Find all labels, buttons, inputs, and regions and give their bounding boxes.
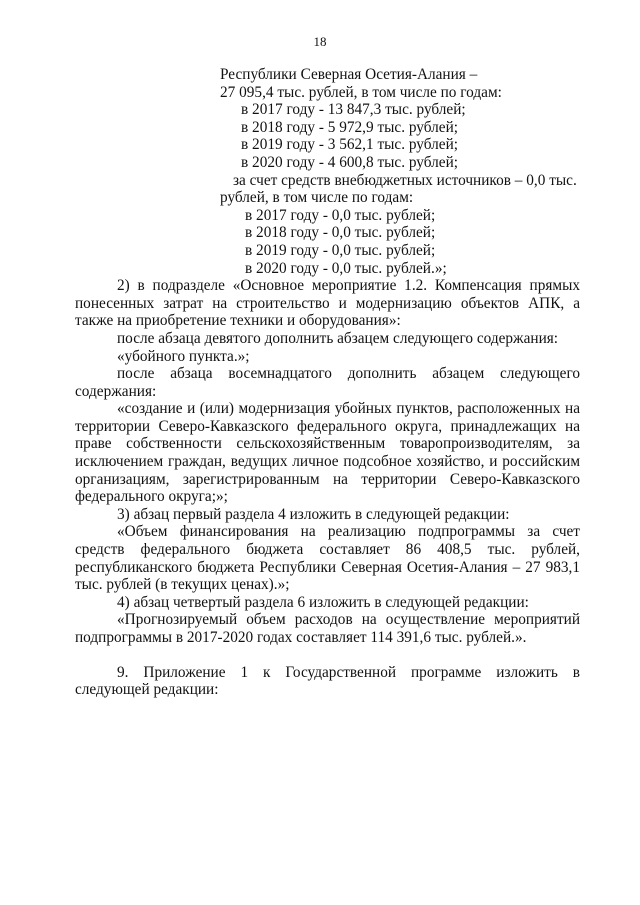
text-line: Республики Северная Осетия-Алания – xyxy=(220,66,478,83)
year-line: в 2018 году - 0,0 тыс. рублей; xyxy=(245,224,436,242)
paragraph: «создание и (или) модернизация убойных пунктов, расположенных на территории Северо-Кавказского федерального округа, принадлежащих на праве собственности сельскохозяйственным товаропроизводителям, за исключением граждан, ведущих личное подсобное хозяйство, и российским организациям, зарегистрированным на территории Северо-Кавказского федерального округа;»; xyxy=(75,400,580,506)
paragraph: 2) в подразделе «Основное мероприятие 1.2. Компенсация прямых понесенных затрат на строительство и модернизацию объектов АПК, а также на приобретение техники и оборудования»: xyxy=(75,277,580,330)
text-line: рублей, в том числе по годам: xyxy=(220,189,414,207)
year-line: в 2019 году - 0,0 тыс. рублей; xyxy=(245,241,436,259)
text-line: 27 095,4 тыс. рублей, в том числе по годам: xyxy=(220,83,502,101)
year-line: в 2017 году - 13 847,3 тыс. рублей; xyxy=(241,101,466,119)
year-line: в 2019 году - 3 562,1 тыс. рублей; xyxy=(241,136,459,154)
paragraph: «Объем финансирования на реализацию подпрограммы за счет средств федерального бюджета составляет 86 408,5 тыс. рублей, республиканского бюджета Республики Северная Осетия-Алания – 27 983,1 тыс. рублей (в текущих ценах).»; xyxy=(75,523,580,594)
year-line: в 2018 году - 5 972,9 тыс. рублей; xyxy=(241,118,459,136)
year-line: в 2020 году - 0,0 тыс. рублей.»; xyxy=(245,259,447,277)
year-line: в 2017 году - 0,0 тыс. рублей; xyxy=(245,206,436,224)
paragraph: 3) абзац первый раздела 4 изложить в следующей редакции: xyxy=(117,505,510,523)
spacer xyxy=(75,647,580,664)
paragraph: после абзаца девятого дополнить абзацем следующего содержания: xyxy=(117,329,559,347)
page-number: 18 xyxy=(313,34,327,49)
paragraph: «убойного пункта.»; xyxy=(117,347,250,365)
paragraph: после абзаца восемнадцатого дополнить абзацем следующего содержания: xyxy=(75,365,580,400)
paragraph: 4) абзац четвертый раздела 6 изложить в следующей редакции: xyxy=(117,593,529,611)
document-body xyxy=(75,66,580,699)
paragraph: 9. Приложение 1 к Государственной программе изложить в следующей редакции: xyxy=(75,663,580,699)
paragraph: «Прогнозируемый объем расходов на осуществление мероприятий подпрограммы в 2017-2020 годах составляет 114 391,6 тыс. рублей.». xyxy=(75,611,580,646)
text-line: за счет средств внебюджетных источников – 0,0 тыс. xyxy=(233,171,577,189)
year-line: в 2020 году - 4 600,8 тыс. рублей; xyxy=(241,153,459,171)
